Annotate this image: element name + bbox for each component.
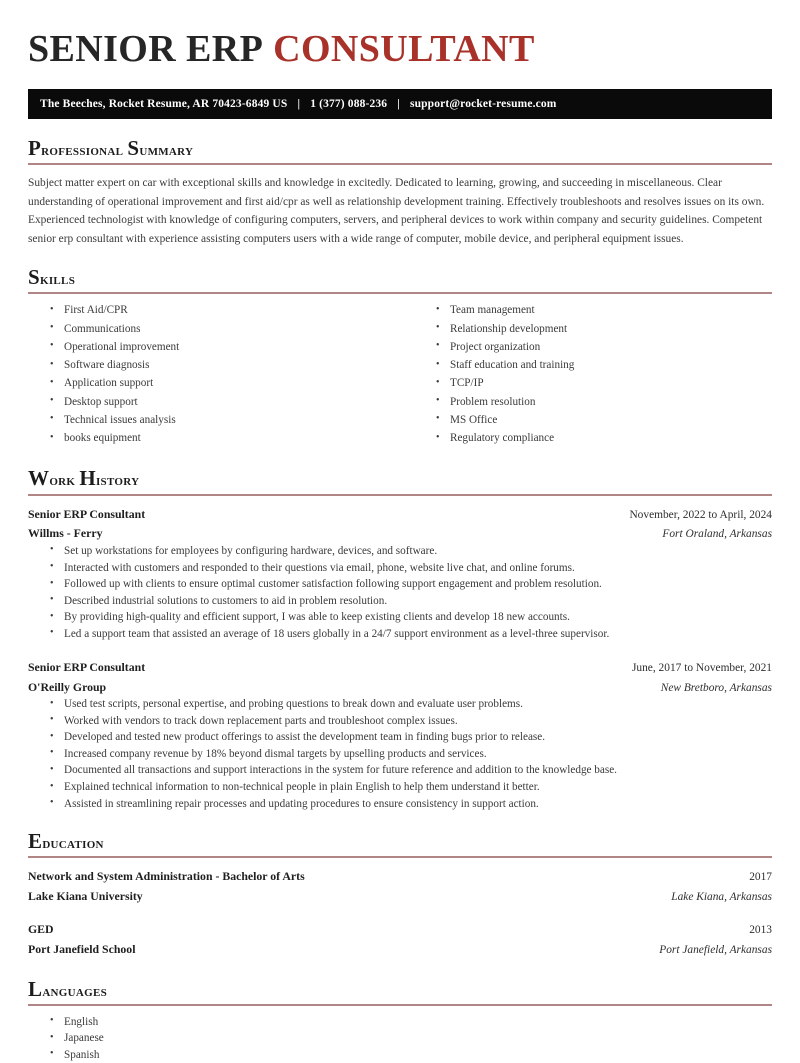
skill-item: • TCP/IP bbox=[436, 376, 772, 391]
job-responsibility-item: • Described industrial solutions to customers to aid in problem resolution. bbox=[50, 594, 772, 609]
heading-initial-cap: L bbox=[28, 976, 43, 1001]
education-school: Port Janefield School bbox=[28, 941, 136, 956]
skill-item: • Technical issues analysis bbox=[50, 413, 400, 428]
job-responsibility-item: • By providing high-quality and efficient support, I was able to keep existing clients and develop 18 new accounts. bbox=[50, 610, 772, 625]
job-responsibilities-list bbox=[28, 697, 772, 811]
heading-text-1: ork bbox=[49, 473, 80, 490]
section-rule-skills bbox=[28, 292, 772, 294]
section-heading-languages bbox=[28, 977, 772, 1004]
skill-item: • MS Office bbox=[436, 413, 772, 428]
entry-row bbox=[28, 658, 772, 678]
work-history-entry bbox=[28, 505, 772, 642]
skill-item: • Communications bbox=[50, 322, 400, 337]
section-work-history bbox=[28, 466, 772, 811]
section-rule-education bbox=[28, 856, 772, 858]
education-degree: GED bbox=[28, 922, 54, 937]
job-responsibility-item: • Developed and tested new product offerings to assist the development team in finding bugs prior to release. bbox=[50, 730, 772, 745]
contact-bar bbox=[28, 89, 772, 119]
job-location: New Bretboro, Arkansas bbox=[660, 681, 772, 694]
entry-row bbox=[28, 940, 772, 960]
resume-title-accent: CONSULTANT bbox=[273, 28, 535, 70]
skill-item: • Regulatory compliance bbox=[436, 431, 772, 446]
entry-row bbox=[28, 867, 772, 887]
job-responsibility-item: • Documented all transactions and support interactions in the system for future reference and addition to the knowledge base. bbox=[50, 763, 772, 778]
skill-item: • Team management bbox=[436, 303, 772, 318]
section-rule-work-history bbox=[28, 494, 772, 496]
job-dates: June, 2017 to November, 2021 bbox=[631, 661, 772, 674]
heading-text-1: rofessional bbox=[41, 143, 128, 159]
section-heading-skills bbox=[28, 265, 772, 292]
section-rule-professional-summary bbox=[28, 163, 772, 165]
section-professional-summary bbox=[28, 136, 772, 248]
job-responsibility-item: • Explained technical information to non-technical people in plain English to help them understand it better. bbox=[50, 780, 772, 795]
entry-row bbox=[28, 887, 772, 907]
job-responsibilities-list bbox=[28, 544, 772, 642]
entry-row bbox=[28, 920, 772, 940]
resume-title-space bbox=[263, 28, 273, 70]
job-responsibility-item: • Used test scripts, personal expertise, and probing questions to break down and evaluate user problems. bbox=[50, 697, 772, 712]
job-responsibility-item: • Set up workstations for employees by configuring hardware, devices, and software. bbox=[50, 544, 772, 559]
entry-row bbox=[28, 524, 772, 544]
education-year: 2017 bbox=[749, 870, 772, 883]
heading-text-1: ducation bbox=[42, 835, 104, 852]
job-title: Senior ERP Consultant bbox=[28, 659, 146, 674]
education-entry bbox=[28, 867, 772, 906]
professional-summary-text: Subject matter expert on car with exceptional skills and knowledge in excitedly. Dedicated to learning, growing, and succeeding in miscellaneous. Clear understanding of operational improvement and first aid/cpr as well as relationship development training. Effectively troubleshoots and resolves issues on its own. Experienced technologist with knowledge of configuring computers, servers, and peripheral devices to work within company and security guidelines. Competent senior erp consultant with experience assisting computers users with a wide range of computer, mobile device, and peripheral equipment issues. bbox=[28, 177, 765, 245]
skill-item: • Operational improvement bbox=[50, 340, 400, 355]
languages-list bbox=[28, 1015, 772, 1063]
job-location: Fort Oraland, Arkansas bbox=[662, 528, 772, 541]
skills-column-left bbox=[28, 303, 400, 449]
heading-initial-cap: S bbox=[28, 265, 40, 290]
job-dates: November, 2022 to April, 2024 bbox=[629, 508, 772, 521]
heading-text-1: kills bbox=[39, 272, 76, 289]
skill-item: • Project organization bbox=[436, 340, 772, 355]
section-heading-professional-summary bbox=[28, 136, 772, 163]
job-responsibility-item: • Led a support team that assisted an average of 18 users globally in a 24/7 support environment as a level-three supervisor. bbox=[50, 627, 772, 642]
job-company: Willms - Ferry bbox=[28, 526, 103, 541]
education-entries bbox=[28, 867, 772, 960]
contact-separator-2: | bbox=[397, 98, 400, 110]
skill-item: • Desktop support bbox=[50, 395, 400, 410]
skill-item: • Software diagnosis bbox=[50, 358, 400, 373]
language-item: • Japanese bbox=[50, 1031, 772, 1046]
heading-text-2: istory bbox=[95, 473, 140, 490]
section-heading-education bbox=[28, 829, 772, 856]
contact-separator-1: | bbox=[297, 98, 301, 110]
job-company: O'Reilly Group bbox=[28, 679, 107, 694]
skill-item: • books equipment bbox=[50, 431, 400, 446]
contact-email[interactable]: support@rocket-resume.com bbox=[409, 98, 557, 110]
section-heading-work-history bbox=[28, 466, 772, 493]
heading-initial-cap-2: S bbox=[127, 136, 140, 160]
contact-address: The Beeches, Rocket Resume, AR 70423-6849 US bbox=[40, 98, 288, 110]
resume-title bbox=[28, 0, 772, 68]
education-year: 2013 bbox=[749, 924, 772, 937]
section-languages bbox=[28, 977, 772, 1063]
resume-title-primary: SENIOR ERP bbox=[28, 28, 264, 70]
heading-initial-cap: W bbox=[28, 466, 50, 491]
job-responsibility-item: • Followed up with clients to ensure optimal customer satisfaction following support engagement and problem resolution. bbox=[50, 577, 772, 592]
skills-list-left bbox=[28, 303, 400, 446]
education-school: Lake Kiana University bbox=[28, 888, 143, 903]
skill-item: • First Aid/CPR bbox=[50, 303, 400, 318]
job-responsibility-item: • Increased company revenue by 18% beyond dismal targets by upselling products and services. bbox=[50, 747, 772, 762]
contact-phone[interactable]: 1 (377) 088-236 bbox=[310, 98, 388, 110]
contact-line bbox=[40, 98, 557, 110]
skills-list-right bbox=[414, 303, 772, 446]
skills-columns bbox=[28, 303, 772, 449]
heading-text-1: anguages bbox=[42, 983, 108, 1000]
education-location: Port Janefield, Arkansas bbox=[659, 943, 772, 956]
skill-item: • Staff education and training bbox=[436, 358, 772, 373]
language-item: • Spanish bbox=[50, 1048, 772, 1063]
entry-row bbox=[28, 678, 772, 698]
section-skills bbox=[28, 265, 772, 449]
heading-text-2: ummary bbox=[139, 143, 194, 159]
work-history-entries bbox=[28, 505, 772, 812]
language-item: • English bbox=[50, 1015, 772, 1030]
work-history-entry bbox=[28, 658, 772, 812]
skill-item: • Application support bbox=[50, 376, 400, 391]
skill-item: • Relationship development bbox=[436, 322, 772, 337]
heading-initial-cap: P bbox=[28, 136, 42, 160]
job-responsibility-item: • Interacted with customers and responded to their questions via email, phone, website live chat, and online forums. bbox=[50, 561, 772, 576]
education-degree: Network and System Administration - Bachelor of Arts bbox=[28, 868, 305, 883]
education-location: Lake Kiana, Arkansas bbox=[671, 890, 772, 903]
job-title: Senior ERP Consultant bbox=[28, 506, 146, 521]
job-responsibility-item: • Assisted in streamlining repair processes and updating procedures to ensure consistency in support action. bbox=[50, 797, 772, 812]
entry-row bbox=[28, 505, 772, 525]
job-responsibility-item: • Worked with vendors to track down replacement parts and troubleshoot complex issues. bbox=[50, 714, 772, 729]
education-entry bbox=[28, 920, 772, 959]
section-education bbox=[28, 829, 772, 960]
heading-initial-cap: E bbox=[28, 828, 43, 853]
section-rule-languages bbox=[28, 1004, 772, 1006]
heading-initial-cap-2: H bbox=[79, 466, 96, 491]
skill-item: • Problem resolution bbox=[436, 395, 772, 410]
skills-column-right bbox=[400, 303, 772, 449]
